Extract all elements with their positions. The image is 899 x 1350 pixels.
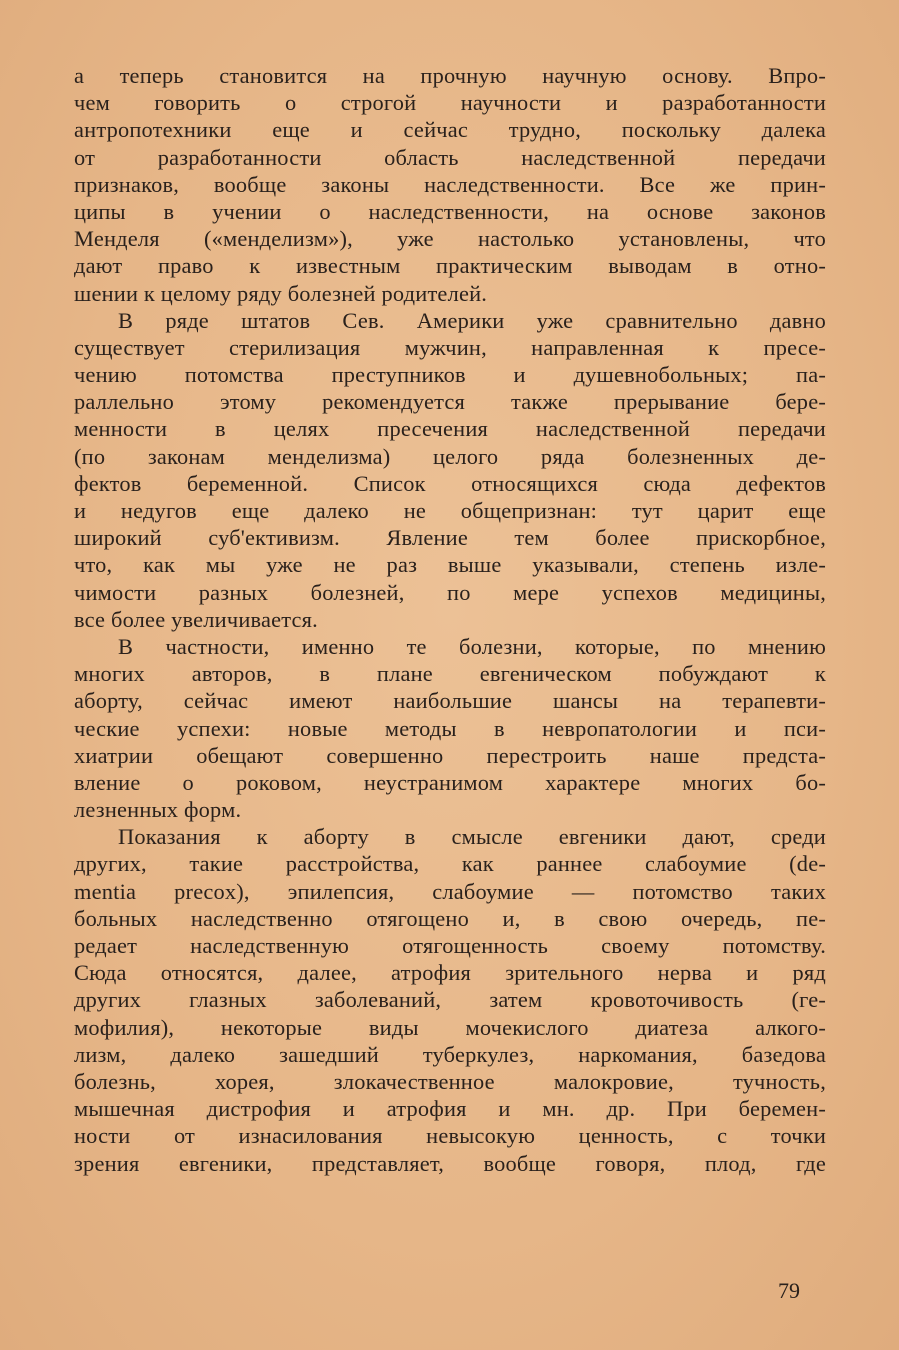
text-line: ческие успехи: новые методы в невропатологии и пси- [74,715,826,741]
text-line: чению потомства преступников и душевнобольных; па- [74,362,826,388]
text-line: ципы в учении о наследственности, на основе законов [74,198,826,224]
text-line: чимости разных болезней, по мере успехов медицины, [74,579,826,605]
paragraph [74,823,826,1176]
text-line: и недугов еще далеко не общепризнан: тут царит еще [74,498,826,523]
text-line: лизм, далеко зашедший туберкулез, наркомания, базедова [74,1041,826,1067]
page-number: 79 [778,1278,800,1303]
text-line: В частности, именно те болезни, которые, по мнению [118,633,826,659]
text-line: аборту, сейчас имеют наибольшие шансы на терапевти- [74,688,826,714]
text-line: мофилия), некоторые виды мочекислого диатеза алкого- [74,1014,826,1040]
text-line: фектов беременной. Список относящихся сюда дефектов [74,470,826,496]
text-line: Сюда относятся, далее, атрофия зрительного нерва и ряд [74,960,826,986]
text-line: болезнь, хорея, злокачественное малокровие, тучность, [74,1068,826,1094]
text-line: других, такие расстройства, как раннее слабоумие (de- [74,851,826,877]
text-line: широкий суб'ективизм. Явление тем более прискорбное, [74,525,826,551]
text-line: (по законам менделизма) целого ряда болезненных де- [74,443,826,469]
text-line: а теперь становится на прочную научную основу. Впро- [74,63,826,88]
text-line: шении к целому ряду болезней родителей. [74,280,488,306]
text-line: ности от изнасилования невысокую ценность, с точки [74,1123,826,1149]
text-line: зрения евгеники, представляет, вообще говоря, плод, где [74,1150,826,1176]
text-line: антропотехники еще и сейчас трудно, поскольку далека [74,117,826,143]
text-line: менности в целях пресечения наследственной передачи [74,416,826,442]
text-line: раллельно этому рекомендуется также прерывание бере- [74,389,826,415]
text-line: многих авторов, в плане евгеническом побуждают к [74,661,826,687]
text-line: хиатрии обещают совершенно перестроить наше предста- [74,742,826,768]
body-text [74,62,826,1177]
text-line: вление о роковом, неустранимом характере многих бо- [74,769,826,795]
text-line: больных наследственно отягощено и, в свою очередь, пе- [74,905,826,931]
text-line: редает наследственную отягощенность своему потомству. [74,933,826,958]
text-line: все более увеличивается. [74,606,318,632]
paragraph [74,307,826,633]
text-line: признаков, вообще законы наследственности. Все же прин- [74,171,826,197]
text-line: mentia precox), эпилепсия, слабоумие — потомство таких [74,878,826,904]
text-line: от разработанности область наследственной передачи [74,144,826,170]
text-line: лезненных форм. [74,797,242,823]
text-line: чем говорить о строгой научности и разработанности [74,90,826,116]
text-line: других глазных заболеваний, затем кровоточивость (ге- [74,987,826,1013]
text-line: Показания к аборту в смысле евгеники дают, среди [118,824,826,850]
paragraph [74,633,826,823]
text-line: существует стерилизация мужчин, направленная к пресе- [74,334,826,360]
text-line: что, как мы уже не раз выше указывали, степень изле- [74,552,826,578]
text-line: дают право к известным практическим выводам в отно- [74,253,826,279]
text-line: Менделя («менделизм»), уже настолько установлены, что [74,226,826,252]
text-line: В ряде штатов Сев. Америки уже сравнительно давно [118,307,826,333]
text-line: мышечная дистрофия и атрофия и мн. др. При беремен- [74,1096,826,1122]
paragraph [74,62,826,307]
